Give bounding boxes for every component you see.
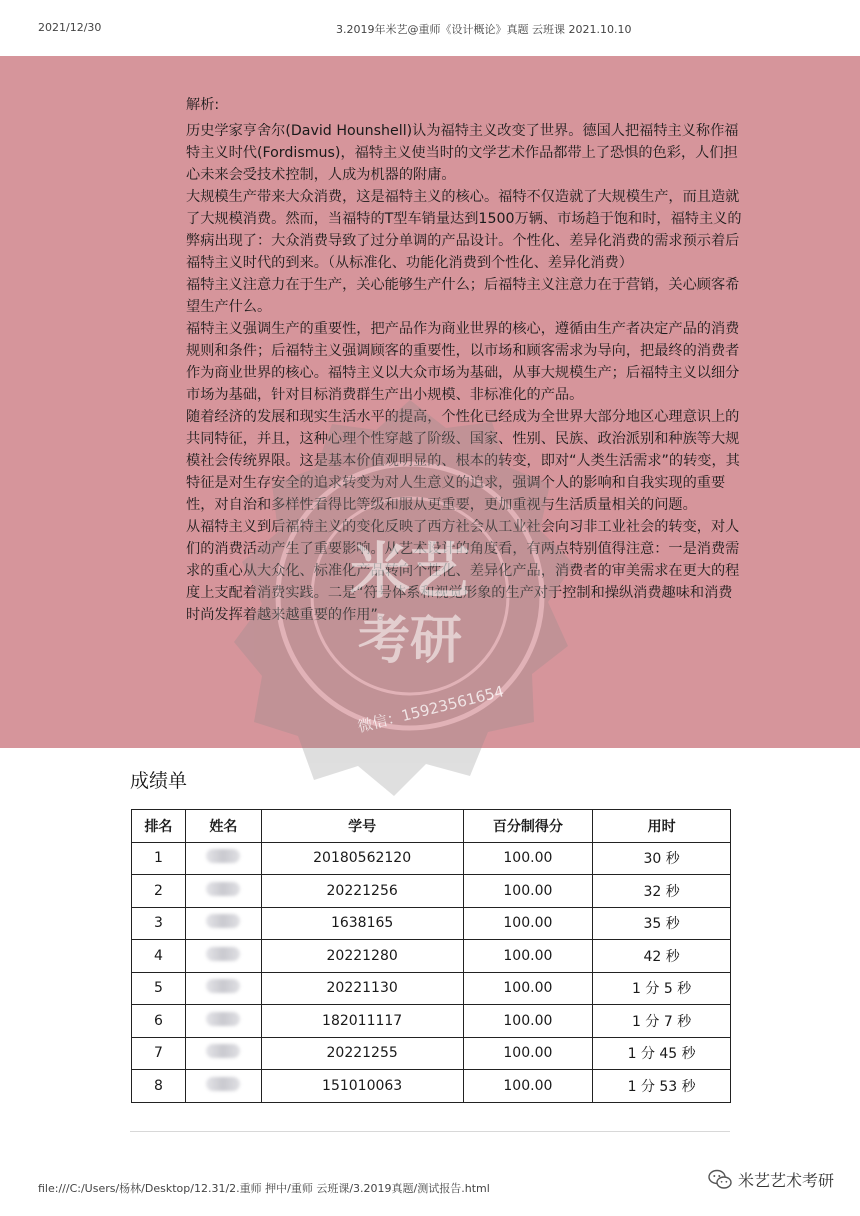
- blurred-name: [206, 1077, 240, 1091]
- rank-cell: 7: [132, 1037, 186, 1070]
- column-header-time: 用时: [593, 810, 731, 843]
- print-file-path: file:///C:/Users/杨林/Desktop/12.31/2.重师 押中/重师 云班课/3.2019真题/测试报告.html: [38, 1182, 490, 1195]
- id-cell: 20221130: [261, 972, 463, 1005]
- wechat-icon: [708, 1169, 732, 1191]
- print-title: 3.2019年米艺@重师《设计概论》真题 云班课 2021.10.10: [336, 23, 632, 36]
- name-cell: [185, 842, 261, 875]
- score-cell: 100.00: [463, 875, 593, 908]
- score-table: [131, 809, 731, 1103]
- watermark-wechat: 微信：15923561654: [355, 682, 506, 737]
- watermark-big-text: 米艺: [350, 537, 470, 607]
- table-row: [132, 1070, 731, 1103]
- watermark-sub-text: 考研: [357, 611, 463, 671]
- analysis-paragraph: 大规模生产带来大众消费，这是福特主义的核心。福特不仅造就了大规模生产，而且造就了大规模消费。然而，当福特的T型车销量达到1500万辆、市场趋于饱和时，福特主义的弊病出现了：大众消费导致了过分单调的产品设计。个性化、差异化消费的需求预示着后福特主义时代的到来。（从标准化、功能化消费到个性化、差异化消费）: [186, 189, 742, 271]
- analysis-section: [186, 94, 746, 626]
- rank-cell: 6: [132, 1005, 186, 1038]
- column-header-name: 姓名: [185, 810, 261, 843]
- blurred-name: [206, 947, 240, 961]
- score-cell: 100.00: [463, 940, 593, 973]
- column-header-id: 学号: [261, 810, 463, 843]
- score-cell: 100.00: [463, 972, 593, 1005]
- print-date: 2021/12/30: [38, 21, 102, 34]
- score-cell: 100.00: [463, 842, 593, 875]
- name-cell: [185, 1070, 261, 1103]
- time-cell: 1 分 5 秒: [593, 972, 731, 1005]
- time-cell: 42 秒: [593, 940, 731, 973]
- time-cell: 1 分 53 秒: [593, 1070, 731, 1103]
- table-row: [132, 972, 731, 1005]
- time-cell: 1 分 7 秒: [593, 1005, 731, 1038]
- id-cell: 20221280: [261, 940, 463, 973]
- blurred-name: [206, 1044, 240, 1058]
- footer-brand: [708, 1168, 834, 1191]
- time-cell: 30 秒: [593, 842, 731, 875]
- id-cell: 151010063: [261, 1070, 463, 1103]
- name-cell: [185, 907, 261, 940]
- score-cell: 100.00: [463, 907, 593, 940]
- table-row: [132, 940, 731, 973]
- score-cell: 100.00: [463, 1005, 593, 1038]
- time-cell: 35 秒: [593, 907, 731, 940]
- name-cell: [185, 972, 261, 1005]
- analysis-heading: 解析:: [186, 97, 220, 113]
- analysis-paragraph: 随着经济的发展和现实生活水平的提高，个性化已经成为全世界大部分地区心理意识上的共同特征，并且，这种心理个性穿越了阶级、国家、性别、民族、政治派别和种族等大规模社会传统界限。这是基本价值观明显的、根本的转变，即对“人类生活需求”的转变，其特征是对生存安全的追求转变为对人生意义的追求，强调个人的影响和自我实现的重要性，对自治和多样性看得比等级和服从更重要，更加重视与生活质量相关的问题。: [186, 409, 740, 513]
- rank-cell: 3: [132, 907, 186, 940]
- rank-cell: 1: [132, 842, 186, 875]
- rank-cell: 8: [132, 1070, 186, 1103]
- table-row: [132, 907, 731, 940]
- column-header-rank: 排名: [132, 810, 186, 843]
- analysis-paragraph: 福特主义强调生产的重要性，把产品作为商业世界的核心，遵循由生产者决定产品的消费规则和条件；后福特主义强调顾客的重要性，以市场和顾客需求为导向，把最终的消费者作为商业世界的核心。福特主义以大众市场为基础，从事大规模生产；后福特主义以细分市场为基础，针对目标消费群生产出小规模、非标准化的产品。: [186, 321, 740, 403]
- blurred-name: [206, 882, 240, 896]
- page-divider: [130, 1131, 730, 1132]
- table-row: [132, 1037, 731, 1070]
- score-cell: 100.00: [463, 1037, 593, 1070]
- table-row: [132, 1005, 731, 1038]
- score-cell: 100.00: [463, 1070, 593, 1103]
- score-table-title: 成绩单: [130, 770, 188, 792]
- blurred-name: [206, 979, 240, 993]
- id-cell: 182011117: [261, 1005, 463, 1038]
- rank-cell: 2: [132, 875, 186, 908]
- rank-cell: 4: [132, 940, 186, 973]
- rank-cell: 5: [132, 972, 186, 1005]
- brand-name: 米艺艺术考研: [737, 1171, 834, 1190]
- table-row: [132, 875, 731, 908]
- name-cell: [185, 1005, 261, 1038]
- blurred-name: [206, 1012, 240, 1026]
- id-cell: 1638165: [261, 907, 463, 940]
- name-cell: [185, 875, 261, 908]
- time-cell: 32 秒: [593, 875, 731, 908]
- time-cell: 1 分 45 秒: [593, 1037, 731, 1070]
- print-header: [0, 0, 860, 56]
- blurred-name: [206, 914, 240, 928]
- id-cell: 20221255: [261, 1037, 463, 1070]
- table-header-row: [132, 810, 731, 843]
- column-header-score: 百分制得分: [463, 810, 593, 843]
- id-cell: 20180562120: [261, 842, 463, 875]
- analysis-paragraph: 从福特主义到后福特主义的变化反映了西方社会从工业社会向习非工业社会的转变，对人们的消费活动产生了重要影响。从艺术设计的角度看，有两点特别值得注意：一是消费需求的重心从大众化、标准化产品转向个性化、差异化产品，消费者的审美需求在更大的程度上支配着消费实践。二是“符号体系和视觉形象的生产对于控制和操纵消费趣味和消费时尚发挥着越来越重要的作用”。: [186, 519, 740, 623]
- id-cell: 20221256: [261, 875, 463, 908]
- table-row: [132, 842, 731, 875]
- name-cell: [185, 1037, 261, 1070]
- analysis-paragraph: 历史学家亨舍尔(David Hounshell)认为福特主义改变了世界。德国人把福特主义称作福特主义时代(Fordismus)，福特主义使当时的文学艺术作品都带上了恐惧的色彩，人们担心未来会受技术控制，人成为机器的附庸。: [186, 123, 739, 183]
- analysis-paragraph: 福特主义注意力在于生产，关心能够生产什么；后福特主义注意力在于营销，关心顾客希望生产什么。: [186, 277, 740, 315]
- name-cell: [185, 940, 261, 973]
- blurred-name: [206, 849, 240, 863]
